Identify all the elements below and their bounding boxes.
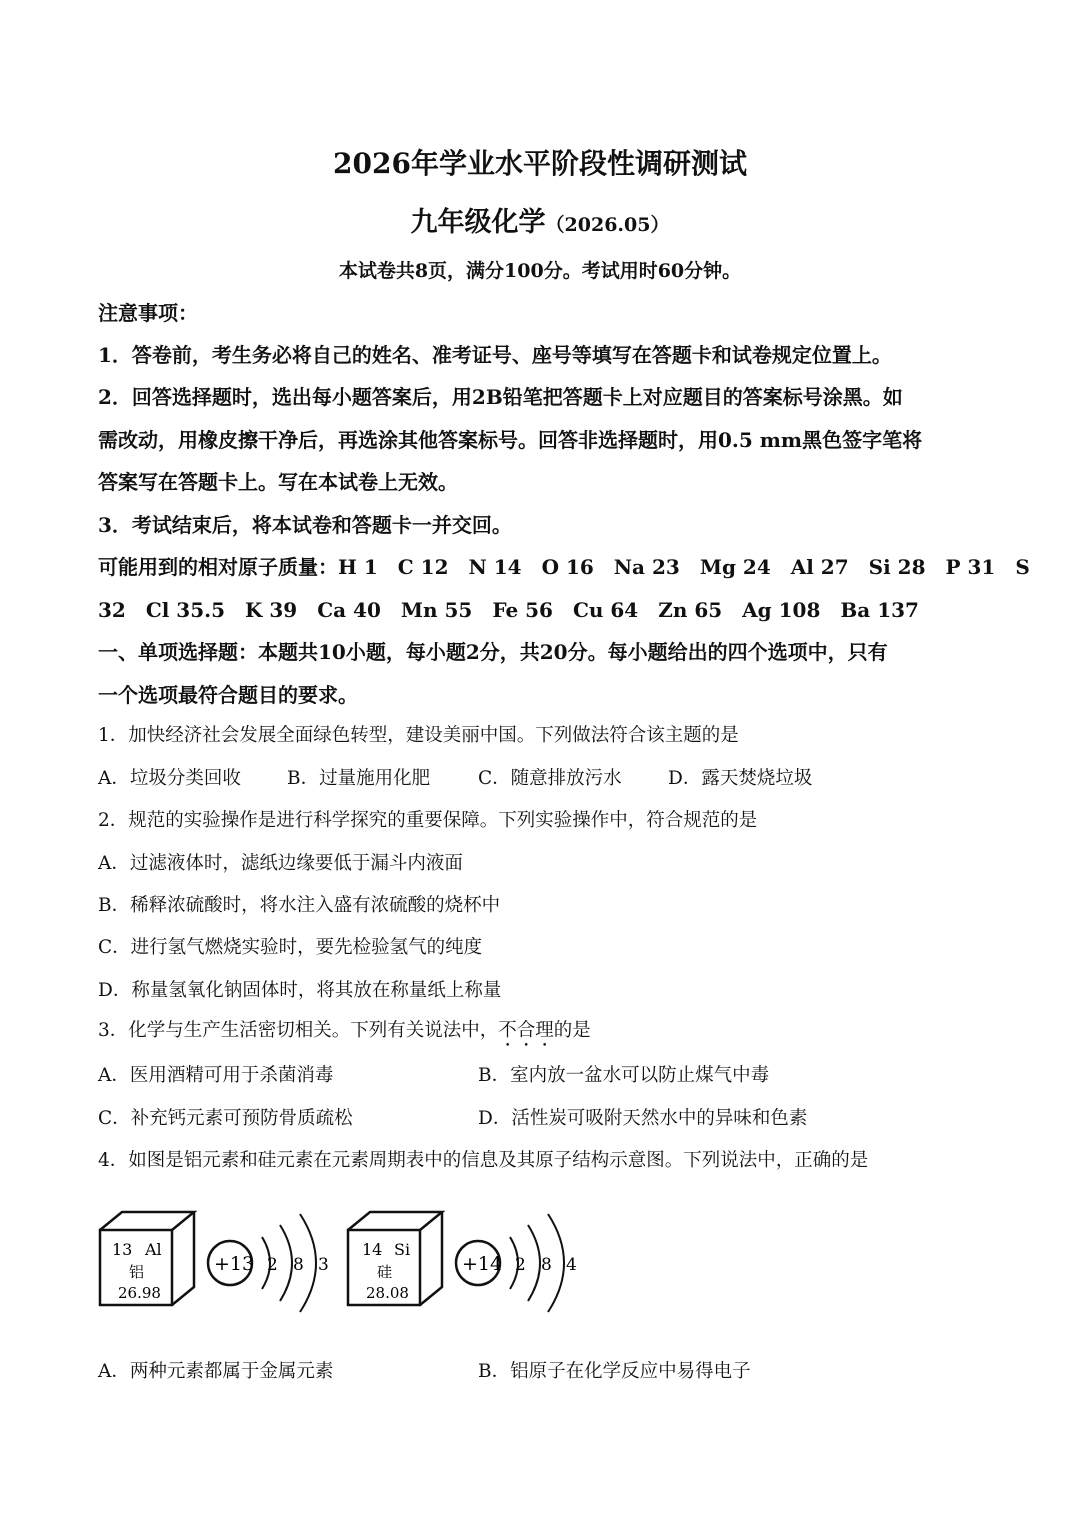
- si-shell-3-electrons: 4: [566, 1255, 577, 1275]
- al-name: 铝: [129, 1263, 145, 1281]
- q2-option-b: B．稀释浓硫酸时，将水注入盛有浓硫酸的烧杯中: [98, 895, 501, 916]
- si-shell-2-electrons: 8: [541, 1255, 552, 1275]
- q4-stem: 4．如图是铝元素和硅元素在元素周期表中的信息及其原子结构示意图。下列说法中，正确的是: [98, 1150, 869, 1171]
- si-symbol: Si: [394, 1240, 411, 1259]
- si-name: 硅: [377, 1263, 393, 1281]
- note-2-line-3: 答案写在答题卡上。写在本试卷上无效。: [98, 470, 458, 494]
- q3-stem: [98, 1016, 591, 1051]
- note-2-line-1: 2．回答选择题时，选出每小题答案后，用2B铅笔把答题卡上对应题目的答案标号涂黑。如: [98, 385, 903, 409]
- q4-element-figure: [90, 1200, 610, 1325]
- q4-option-a: A．两种元素都属于金属元素: [98, 1361, 334, 1382]
- q2-option-c: C．进行氢气燃烧实验时，要先检验氢气的纯度: [98, 937, 483, 958]
- al-atomic-number: 13: [112, 1240, 133, 1259]
- si-shell-1-electrons: 2: [515, 1255, 526, 1275]
- al-shell-1-electrons: 2: [267, 1255, 278, 1275]
- q3-option-b: B．室内放一盆水可以防止煤气中毒: [478, 1065, 770, 1086]
- subject-label: 九年级化学: [410, 207, 546, 238]
- note-2-line-2: 需改动，用橡皮擦干净后，再选涂其他答案标号。回答非选择题时，用0.5 mm黑色签字笔将: [98, 428, 923, 452]
- q1-option-d: D．露天焚烧垃圾: [668, 768, 813, 789]
- si-nuclear-charge: +14: [462, 1253, 503, 1275]
- q1-option-b: B．过量施用化肥: [287, 768, 431, 789]
- exam-info: 本试卷共8页，满分100分。考试用时60分钟。: [338, 260, 742, 282]
- q1-stem: 1．加快经济社会发展全面绿色转型，建设美丽中国。下列做法符合该主题的是: [98, 725, 739, 746]
- exam-date: （2026.05）: [545, 214, 670, 236]
- notes-heading: 注意事项：: [98, 301, 198, 325]
- si-atomic-mass: 28.08: [366, 1284, 409, 1302]
- q2-option-a: A．过滤液体时，滤纸边缘要低于漏斗内液面: [98, 853, 463, 874]
- exam-subtitle: [0, 200, 1080, 239]
- note-1: 1．答卷前，考生务必将自己的姓名、准考证号、座号等填写在答题卡和试卷规定位置上。: [98, 343, 892, 367]
- q1-option-a: A．垃圾分类回收: [98, 768, 241, 789]
- q3-stem-pre: 3．化学与生产生活密切相关。下列有关说法中，: [98, 1020, 499, 1041]
- q1-option-c: C．随意排放污水: [478, 768, 622, 789]
- q3-option-c: C．补充钙元素可预防骨质疏松: [98, 1108, 353, 1129]
- q3-stem-post: 的是: [553, 1020, 591, 1041]
- atomic-masses-line-1: 可能用到的相对原子质量：H 1 C 12 N 14 O 16 Na 23 Mg 24 Al 27 Si 28 P 31 S: [98, 555, 1030, 579]
- al-atomic-mass: 26.98: [118, 1284, 161, 1302]
- al-nuclear-charge: +13: [214, 1253, 255, 1275]
- q2-option-d: D．称量氢氧化钠固体时，将其放在称量纸上称量: [98, 980, 502, 1001]
- note-3: 3．考试结束后，将本试卷和答题卡一并交回。: [98, 513, 512, 537]
- exam-title: 2026年学业水平阶段性调研测试: [333, 147, 747, 180]
- q3-option-a: A．医用酒精可用于杀菌消毒: [98, 1065, 334, 1086]
- q4-option-b: B．铝原子在化学反应中易得电子: [478, 1361, 751, 1382]
- al-symbol: Al: [145, 1240, 162, 1259]
- section-heading-line-2: 一个选项最符合题目的要求。: [98, 683, 358, 707]
- q3-stem-emphasis: 不合理: [498, 1020, 554, 1041]
- al-shell-2-electrons: 8: [293, 1255, 304, 1275]
- section-heading-line-1: 一、单项选择题：本题共10小题，每小题2分，共20分。每小题给出的四个选项中，只有: [98, 640, 888, 664]
- atomic-masses-line-2: 32 Cl 35.5 K 39 Ca 40 Mn 55 Fe 56 Cu 64 Zn 65 Ag 108 Ba 137: [98, 598, 919, 622]
- q3-option-d: D．活性炭可吸附天然水中的异味和色素: [478, 1108, 808, 1129]
- q2-stem: 2．规范的实验操作是进行科学探究的重要保障。下列实验操作中，符合规范的是: [98, 810, 758, 831]
- si-atomic-number: 14: [362, 1240, 383, 1259]
- al-shell-3-electrons: 3: [318, 1255, 329, 1275]
